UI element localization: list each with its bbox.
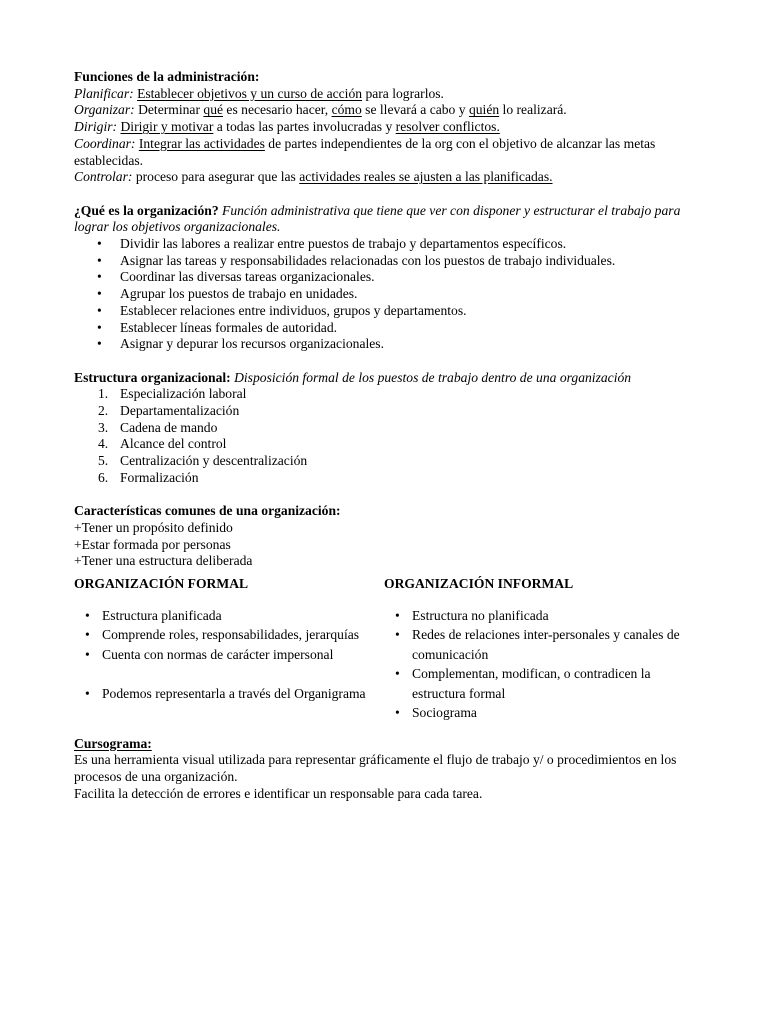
formal-column <box>74 570 384 723</box>
list-item: 3. Cadena de mando <box>98 419 218 435</box>
funciones-title: Funciones de la administración: <box>74 69 260 84</box>
caracteristica-item: +Tener una estructura deliberada <box>74 553 253 569</box>
list-item: • Comprende roles, responsabilidades, jerarquías <box>74 625 384 645</box>
estructura-heading: Estructura organizacional: Disposición formal de los puestos de trabajo dentro de una organización <box>74 369 632 385</box>
organizacion-comparison <box>74 570 694 723</box>
informal-title: ORGANIZACIÓN INFORMAL <box>384 576 574 592</box>
cursograma-paragraph: Facilita la detección de errores e identificar un responsable para cada tarea. <box>74 785 483 801</box>
list-item: 5. Centralización y descentralización <box>98 453 308 469</box>
list-item: • Asignar las tareas y responsabilidades relacionadas con los puestos de trabajo individuales. <box>74 253 694 270</box>
funcion-organizar: Organizar: Determinar qué es necesario hacer, cómo se llevará a cabo y quién lo realizará. <box>74 102 567 118</box>
list-item: • Establecer líneas formales de autoridad. <box>74 320 694 337</box>
list-item: • Establecer relaciones entre individuos, grupos y departamentos. <box>74 303 694 320</box>
list-item: • Dividir las labores a realizar entre puestos de trabajo y departamentos específicos. <box>74 236 694 253</box>
list-item: • Estructura no planificada <box>384 606 694 626</box>
list-item: • Coordinar las diversas tareas organizacionales. <box>74 269 694 286</box>
funcion-dirigir: Dirigir: Dirigir y motivar a todas las partes involucradas y resolver conflictos. <box>74 119 500 135</box>
cursograma-section <box>74 736 694 803</box>
cursograma-title: Cursograma: <box>74 735 152 751</box>
list-item: • Podemos representarla a través del Organigrama <box>74 684 384 704</box>
list-item: 6. Formalización <box>98 469 199 485</box>
cursograma-paragraph: Es una herramienta visual utilizada para representar gráficamente el flujo de trabajo y/ o procedimientos en los procesos de una organización. <box>74 752 677 785</box>
caracteristica-item: +Tener un propósito definido <box>74 519 233 535</box>
list-item: • Asignar y depurar los recursos organizacionales. <box>74 336 694 353</box>
formal-title: ORGANIZACIÓN FORMAL <box>74 576 249 592</box>
list-item: • Agrupar los puestos de trabajo en unidades. <box>74 286 694 303</box>
funcion-controlar: Controlar: proceso para asegurar que las actividades reales se ajusten a las planificadas. <box>74 169 553 185</box>
informal-column <box>384 570 694 723</box>
list-item: 1. Especialización laboral <box>98 386 247 402</box>
list-item: • Redes de relaciones inter-personales y canales de comunicación <box>384 625 694 664</box>
estructura-list <box>74 386 694 486</box>
caracteristicas-title: Características comunes de una organización: <box>74 503 341 519</box>
list-item: • Complementan, modifican, o contradicen la estructura formal <box>384 664 694 703</box>
document-body <box>74 69 694 803</box>
list-item: 2. Departamentalización <box>98 403 240 419</box>
list-item: • Estructura planificada <box>74 606 384 626</box>
organizacion-heading: ¿Qué es la organización? Función administrativa que tiene que ver con disponer y estructurar el trabajo para lograr los objetivos organizacionales. <box>74 202 681 235</box>
informal-list <box>384 606 694 723</box>
list-item: • Sociograma <box>384 703 694 723</box>
organizacion-list <box>74 236 694 353</box>
list-item: 4. Alcance del control <box>98 436 227 452</box>
list-item: • Cuenta con normas de carácter impersonal <box>74 645 384 665</box>
funcion-planificar: Planificar: Establecer objetivos y un curso de acción para lograrlos. <box>74 85 444 101</box>
formal-list <box>74 606 384 704</box>
caracteristica-item: +Estar formada por personas <box>74 536 231 552</box>
funcion-coordinar: Coordinar: Integrar las actividades de partes independientes de la org con el objetivo de alcanzar las metas establecidas. <box>74 135 656 168</box>
